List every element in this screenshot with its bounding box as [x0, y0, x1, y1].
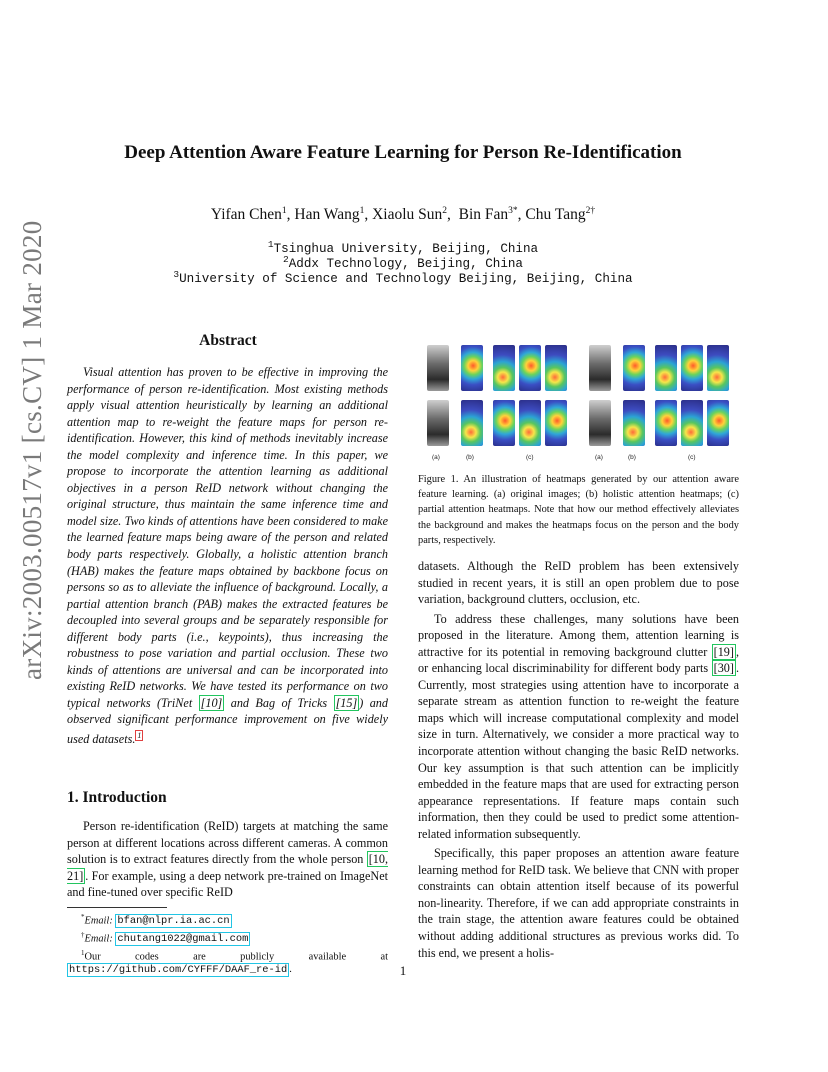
footnote-text: .: [289, 964, 292, 976]
partial-heatmap-thumbnail: [655, 345, 677, 391]
author-affiliation-mark: 1: [359, 206, 365, 216]
partial-heatmap-thumbnail: [681, 345, 703, 391]
citation-link[interactable]: [30]: [713, 661, 734, 676]
figure-subfigure-label: (a): [595, 454, 603, 461]
affiliation-mark: 3: [173, 269, 180, 280]
partial-heatmap-thumbnail: [519, 400, 541, 446]
figure-caption: Figure 1. An illustration of heatmaps generated by our attention aware feature learning. (a) original images; (b) holistic attention heatmaps; (c) partial attention heatmaps. Note that how our method effectively alleviates the background and makes the heatmaps focus on the person and the body parts, respectively.: [418, 474, 739, 546]
introduction-body: [67, 818, 388, 901]
paragraph-text: , or enhancing local discriminability for different body parts: [418, 644, 739, 676]
holistic-heatmap-thumbnail: [623, 400, 645, 446]
citation-link[interactable]: [10]: [200, 695, 223, 710]
author-name: Bin Fan: [458, 206, 509, 224]
abstract-text: ) and observed significant performance improvement on five widely used datasets.: [67, 695, 388, 747]
author-list: Yifan Chen$^1$, Han Wang$^1$, Xiaolu Sun$^2$, Bin Fan$^{3*}$, Chu Tang$^{2\dagger}$: [210, 206, 596, 224]
affiliation-mark: 2: [283, 254, 289, 265]
author-name: Xiaolu Sun: [372, 206, 443, 224]
footnote-link[interactable]: 1: [137, 731, 142, 741]
author-name: Chu Tang: [525, 206, 586, 224]
partial-heatmap-thumbnail: [493, 400, 515, 446]
partial-heatmap-thumbnail: [707, 400, 729, 446]
citation-link[interactable]: [15]: [335, 695, 358, 710]
affiliation-mark: 1: [267, 239, 274, 250]
abstract-text: Visual attention has proven to be effective in improving the performance of person re-identification. Most existing methods apply visual attention heuristically by learning an additional attention map to re-weight the feature maps for person re-identification. However, this kind of methods inevitably increase the model complexity and inference time. In this paper, we propose to incorporate the attention learning as additional objectives in a person ReID network without changing the original structure, thus maintain the same inference time and model size. Two kinds of attentions have been considered to make the learned feature maps being aware of the person and related body parts respectively. Globally, a holistic attention branch (HAB) makes the feature maps obtained by backbone focus on persons so as to alleviate the influence of background. Locally, a partial attention branch (PAB) makes the extracted features be decoupled into several groups and be separately responsible for different body parts (i.e., keypoints), thus increasing the robustness to pose variation and partial occlusion. These two kinds of attentions are universal and can be incorporated into existing ReID networks. We have tested its performance on two typical networks (TriNet: [67, 365, 388, 710]
page-number: 1: [399, 963, 407, 978]
footnote-text: Our codes are publicly available at: [84, 951, 388, 962]
abstract-heading: Abstract: [199, 332, 257, 349]
footnote-mark: 1: [81, 948, 85, 957]
partial-heatmap-thumbnail: [519, 345, 541, 391]
holistic-heatmap-thumbnail: [461, 345, 483, 391]
figure-subfigure-label: (c): [688, 454, 696, 461]
abstract-text: and Bag of Tricks: [224, 695, 334, 710]
paragraph: datasets. Although the ReID problem has been extensively studied in recent years, it is still an open problem due to pose variation, background clutters, occlusion, etc.: [418, 559, 739, 607]
original-image-thumbnail: [589, 345, 611, 391]
partial-heatmap-thumbnail: [707, 345, 729, 391]
introduction-text: . For example, using a deep network pre-trained on ImageNet and fine-tuned over specific ReID: [67, 868, 388, 900]
author-name: Yifan Chen: [210, 206, 282, 224]
abstract-body: [67, 364, 388, 748]
arxiv-identifier-text: arXiv:2003.00517v1 [cs.CV] 1 Mar 2020: [17, 220, 47, 680]
footnote-label: Email:: [84, 933, 116, 945]
citation-link[interactable]: [10, 21]: [67, 852, 388, 883]
introduction-heading: 1. Introduction: [67, 789, 167, 806]
paragraph: [418, 611, 739, 843]
figure-subfigure-label: (c): [526, 454, 534, 461]
footnote-mark: †: [81, 930, 85, 939]
affiliation: [0, 269, 806, 286]
author-affiliation-mark: 1: [281, 206, 287, 216]
partial-heatmap-thumbnail: [655, 400, 677, 446]
holistic-heatmap-thumbnail: [461, 400, 483, 446]
figure-subfigure-label: (b): [466, 454, 474, 461]
footnote: [67, 929, 388, 947]
original-image-thumbnail: [427, 345, 449, 391]
author-name: Han Wang: [294, 206, 360, 224]
affiliation-text: University of Science and Technology Beijing, Beijing, China: [179, 272, 633, 287]
paragraph: Specifically, this paper proposes an attention aware feature learning method for ReID task. We believe that CNN with proper constraints can obtain attention itself because of its powerful non-linearity. Therefore, if we can add appropriate constraints in the train stage, the attention aware features could be obtained without adding additional structures as previous works did. To this end, we present a holis-: [418, 846, 739, 960]
figure-1: [427, 345, 739, 465]
citation-link[interactable]: [19]: [713, 644, 734, 659]
original-image-thumbnail: [589, 400, 611, 446]
paragraph-text: To address these challenges, many solutions have been proposed in the literature. Among them, attention learning is attractive for its potential in removing background clutter: [418, 611, 739, 659]
author-affiliation-mark: 2†: [585, 206, 596, 216]
partial-heatmap-thumbnail: [493, 345, 515, 391]
footnote: [67, 911, 388, 929]
original-image-thumbnail: [427, 400, 449, 446]
partial-heatmap-thumbnail: [545, 400, 567, 446]
affiliation-text: Tsinghua University, Beijing, China: [273, 242, 539, 257]
figure-subfigure-label: (b): [628, 454, 636, 461]
figure-subfigure-label: (a): [432, 454, 440, 461]
author-affiliation-mark: 3*: [508, 206, 518, 216]
author-affiliation-mark: 2: [442, 206, 448, 216]
email-link[interactable]: bfan@nlpr.ia.ac.cn: [117, 915, 230, 928]
paper-title: Deep Attention Aware Feature Learning for Person Re-Identification: [124, 142, 682, 163]
paragraph-text: . Currently, most strategies using attention have to incorporate a separate stream as attention function to re-weight the feature maps which will increase computational complexity and model size in turn. Alternatively, we consider a more practical way to incorporate attention without changing the basic ReID networks. Our key assumption is that such attention can be implicitly embedded in the feature maps that are used for extracting person appearance representations. If feature maps contain such information, then they could be used to predict some attention-related information subsequently.: [418, 661, 739, 841]
footnote-divider: [67, 907, 167, 908]
partial-heatmap-thumbnail: [545, 345, 567, 391]
footnote-mark: *: [81, 913, 85, 921]
affiliation-text: Addx Technology, Beijing, China: [288, 257, 523, 272]
code-url-link[interactable]: https://github.com/CYFFF/DAAF_re-id: [69, 964, 288, 977]
email-link[interactable]: chutang1022@gmail.com: [117, 933, 249, 946]
footnote-label: Email:: [84, 915, 116, 927]
right-column-body: [418, 558, 739, 961]
partial-heatmap-thumbnail: [681, 400, 703, 446]
holistic-heatmap-thumbnail: [623, 345, 645, 391]
introduction-text: Person re-identification (ReID) targets at matching the same person at different locations across different cameras. A common solution is to extract features directly from the whole person: [67, 819, 388, 867]
